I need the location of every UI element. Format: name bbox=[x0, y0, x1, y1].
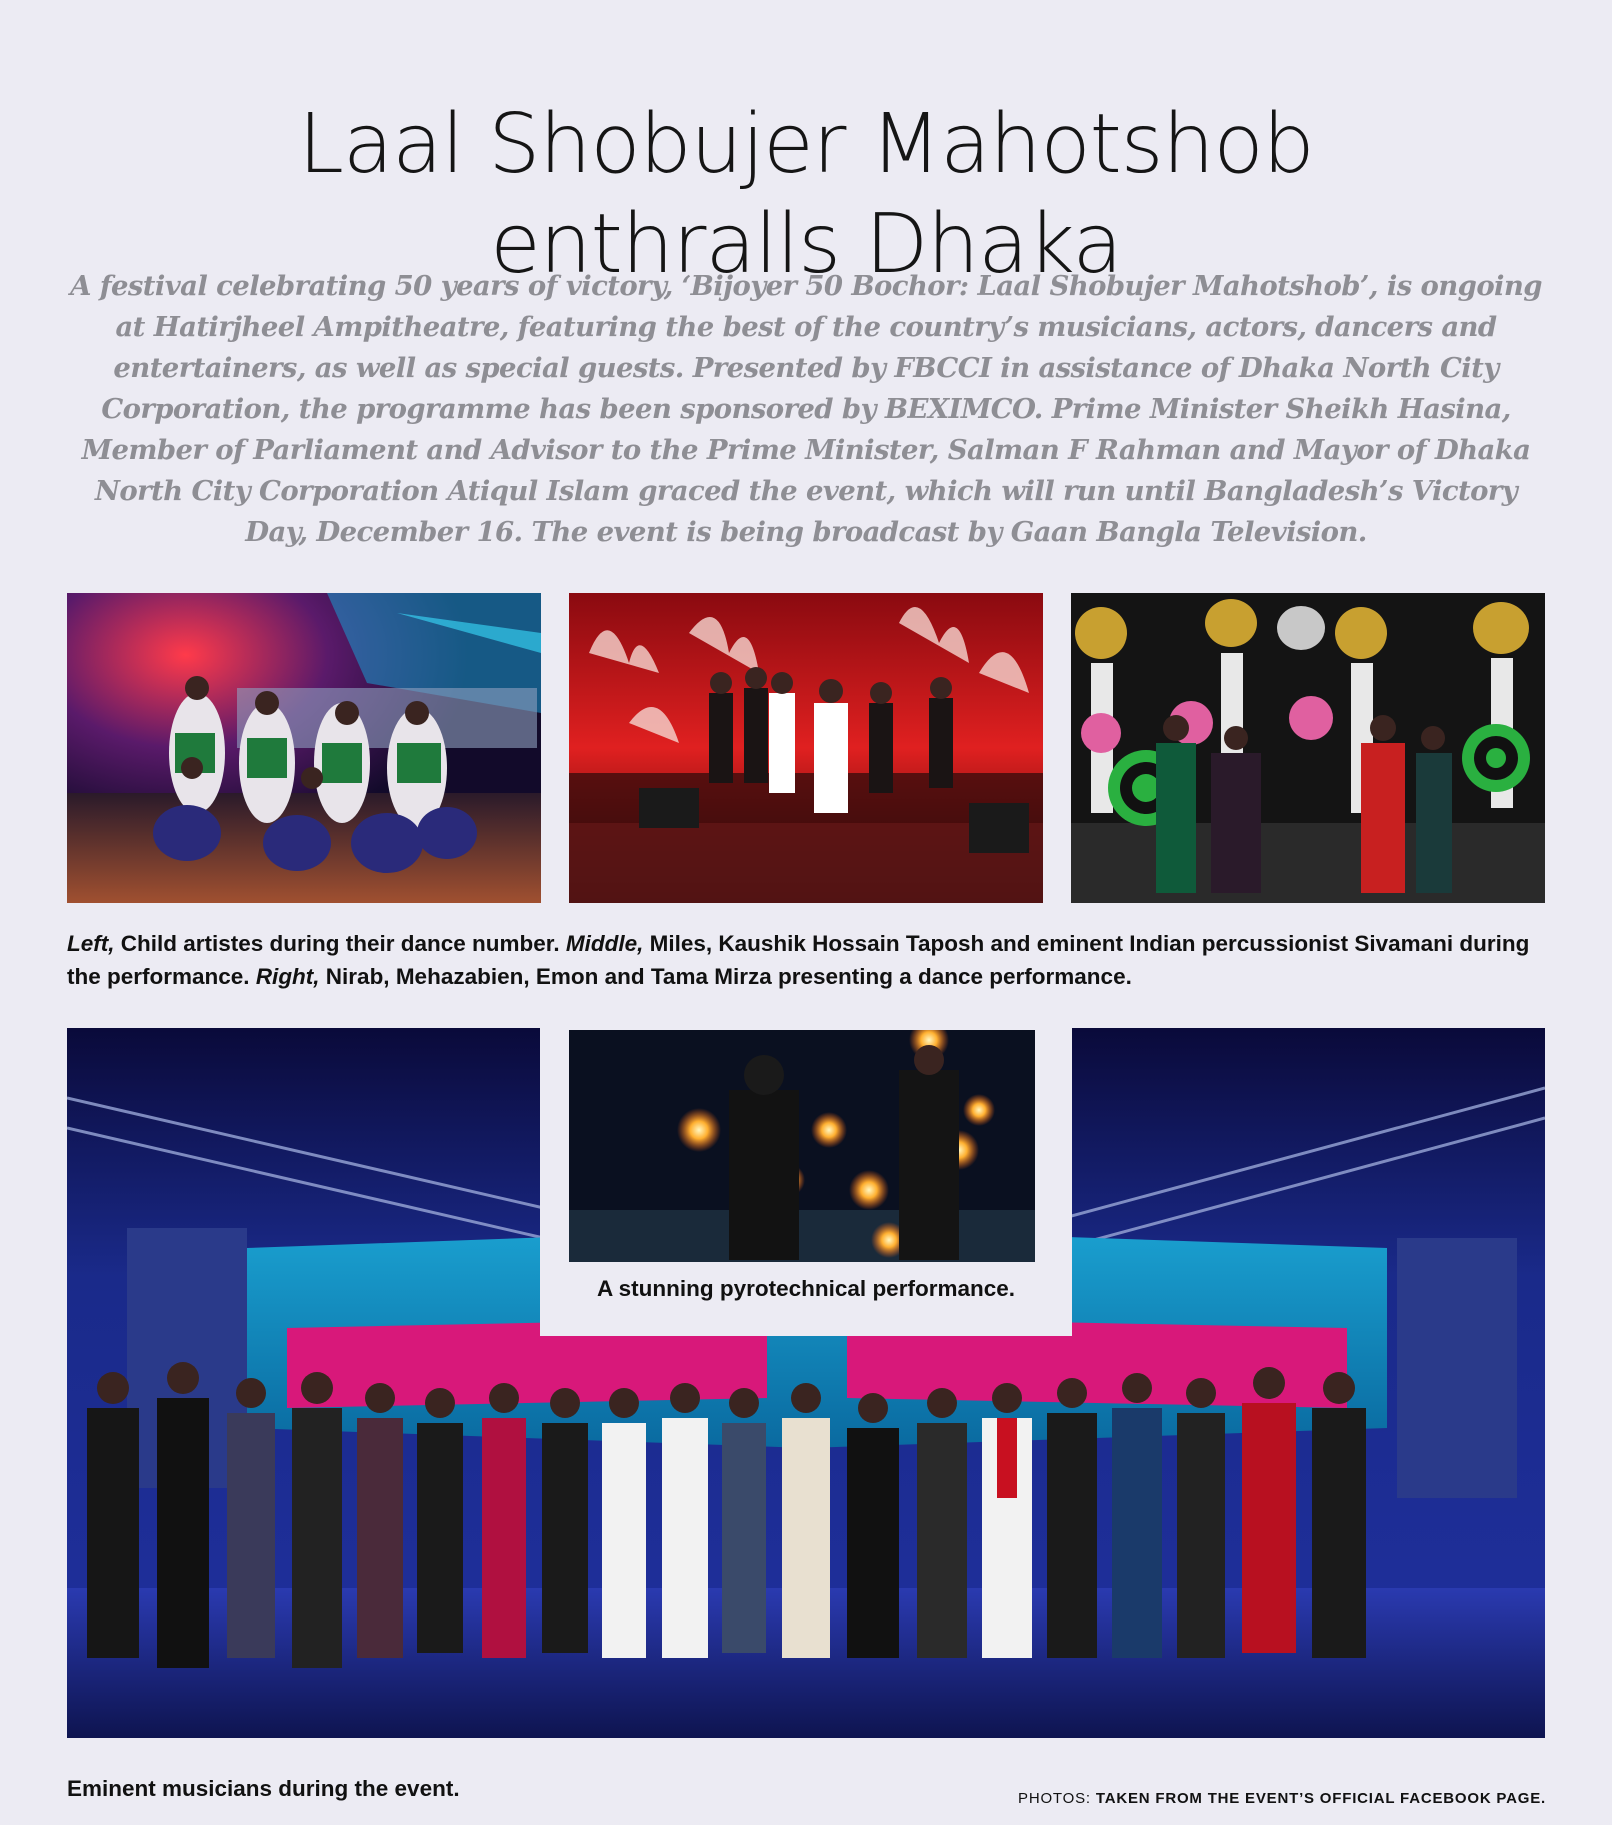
headline-line-1: Laal Shobujer Mahotshob bbox=[298, 96, 1314, 192]
photo-child-dancers bbox=[67, 593, 541, 903]
bottom-caption: Eminent musicians during the event. bbox=[67, 1776, 460, 1801]
caption-middle-label: Middle, bbox=[565, 931, 644, 956]
photo-credit bbox=[1018, 1790, 1546, 1807]
photo-caption-row bbox=[67, 927, 1547, 993]
caption-left-text: Child artistes during their dance number. bbox=[114, 931, 566, 956]
caption-left-label: Left, bbox=[67, 931, 115, 956]
photo-fire-performance bbox=[569, 1030, 1035, 1262]
headline-line-2: enthralls Dhaka bbox=[490, 196, 1122, 292]
caption-right-label: Right, bbox=[255, 964, 320, 989]
headline bbox=[0, 95, 1612, 295]
caption-right-text: Nirab, Mehazabien, Emon and Tama Mirza presenting a dance performance. bbox=[319, 964, 1132, 989]
intro-paragraph: A festival celebrating 50 years of victory, ‘Bijoyer 50 Bochor: Laal Shobujer Mahotshob’, is ongoing at Hatirjheel Ampitheatre, featuring the best of the country’s musicians, actors, dancers and entertainers, as well as special guests. Presented by FBCCI in assistance of Dhaka North City Corporation, the programme has been sponsored by BEXIMCO. Prime Minister Sheikh Hasina, Member of Parliament and Advisor to the Prime Minister, Salman F Rahman and Mayor of Dhaka North City Corporation Atiqul Islam graced the event, which will run until Bangladesh’s Victory Day, December 16. The event is being broadcast by Gaan Bangla Television. bbox=[70, 270, 1542, 548]
caption-middle-text: Miles, Kaushik Hossain Taposh and eminent Indian percussionist Sivamani during the performance. bbox=[67, 931, 1530, 989]
inset-caption: A stunning pyrotechnical performance. bbox=[597, 1276, 1015, 1301]
credit-text: TAKEN FROM THE EVENT’S OFFICIAL FACEBOOK PAGE. bbox=[1095, 1790, 1546, 1807]
photo-dance-performance bbox=[1071, 593, 1545, 903]
photo-band-performance bbox=[569, 593, 1043, 903]
credit-label: PHOTOS: bbox=[1018, 1790, 1096, 1807]
